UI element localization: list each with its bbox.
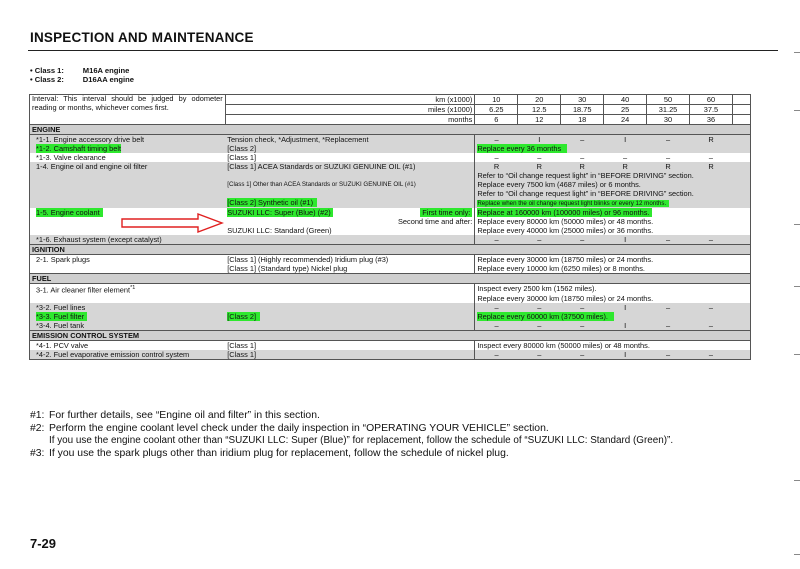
title-rule — [28, 50, 778, 51]
value-cell: – — [623, 153, 628, 162]
value-cell: R — [690, 135, 733, 145]
value-cell: – — [647, 135, 690, 145]
schedule-note: Inspect every 2500 km (1562 miles). — [475, 284, 751, 295]
action-cell: SUZUKI LLC: Standard (Green) — [227, 226, 332, 235]
value-cell: – — [647, 303, 690, 312]
schedule-note: Replace every 7500 km (4687 miles) or 6 months. — [475, 180, 751, 189]
header-cell: 50 — [647, 95, 690, 105]
header-cell: 12.5 — [518, 105, 561, 115]
value-cell: – — [475, 321, 518, 331]
value-cell: – — [475, 350, 518, 360]
header-row-km — [30, 95, 751, 105]
item-cell: *4-1. PCV valve — [30, 341, 226, 351]
value-cell: – — [475, 153, 518, 162]
value-cell: – — [708, 153, 714, 162]
maintenance-schedule-table — [29, 94, 751, 360]
table-row — [30, 284, 751, 295]
footnote: #3: If you use the spark plugs other than iridium plug for replacement, follow the schedule of nickel plug. — [30, 447, 509, 459]
value-cell: R — [647, 162, 690, 171]
table-row — [30, 350, 751, 360]
section-engine: ENGINE — [30, 125, 751, 135]
value-cell: – — [518, 303, 561, 312]
header-cell: 24 — [604, 115, 647, 125]
class-item: • Class 1: M16A engine — [30, 66, 130, 75]
schedule-note: Replace every 10000 km (6250 miles) or 8 months. — [475, 264, 751, 274]
item-cell: *4-2. Fuel evaporative emission control system — [30, 350, 226, 360]
value-cell: – — [647, 350, 690, 360]
table-row — [30, 255, 751, 265]
section-ignition: IGNITION — [30, 245, 751, 255]
item-cell: *1-2. Camshaft timing belt — [36, 144, 122, 153]
action-cell: [Class 1] — [227, 153, 257, 162]
action-cell: [Class 1] (Standard type) Nickel plug — [225, 264, 475, 274]
action-cell: [Class 1] (Highly recommended) Iridium plug (#3) — [227, 255, 389, 264]
value-cell: R — [690, 162, 733, 171]
page-number: 7-29 — [30, 536, 57, 551]
header-cell: 20 — [518, 95, 561, 105]
value-cell: – — [561, 135, 604, 145]
schedule-note: Replace every 40000 km (25000 miles) or 36 months. — [475, 226, 751, 235]
value-cell: – — [690, 235, 733, 245]
value-cell: I — [604, 135, 647, 145]
footnote: If you use the engine coolant other than “SUZUKI LLC: Super (Blue)” for replacement, follow the schedule of “SUZUKI LLC: Standard (Green)”. — [49, 435, 674, 446]
value-cell: – — [475, 303, 518, 312]
action-cell: [Class 1] ACEA Standards or SUZUKI GENUINE OIL (#1) — [225, 162, 475, 171]
header-cell: 6.25 — [475, 105, 518, 115]
table-row — [30, 217, 751, 226]
item-cell: 3-1. Air cleaner filter element — [36, 285, 131, 295]
schedule-note: Replace every 80000 km (50000 miles) or 48 months. — [475, 217, 751, 226]
table-row — [30, 226, 751, 235]
value-cell: I — [518, 135, 561, 145]
header-cell: 12 — [518, 115, 561, 125]
header-cell: 10 — [475, 95, 518, 105]
interval-note: Interval: This interval should be judged by odometer reading or months, whichever comes first. — [30, 95, 226, 125]
schedule-note: Inspect every 80000 km (50000 miles) or 48 months. — [475, 341, 751, 351]
value-cell: I — [604, 321, 647, 331]
value-cell: – — [665, 153, 671, 162]
table-row — [30, 180, 751, 189]
value-cell: – — [561, 235, 604, 245]
page-title: INSPECTION AND MAINTENANCE — [30, 30, 254, 45]
class-list — [30, 66, 134, 84]
table-row — [30, 198, 751, 208]
value-cell: – — [537, 153, 542, 162]
action-cell: [Class 1] Other than ACEA Standards or SUZUKI GENUINE OIL (#1) — [225, 180, 475, 189]
value-cell: – — [475, 135, 518, 145]
schedule-note: Replace every 60000 km (37500 miles). — [477, 312, 614, 321]
header-cell: 37.5 — [690, 105, 733, 115]
action-cell: [Class 2] — [227, 312, 260, 321]
item-cell: *1-1. Engine accessory drive belt — [30, 135, 226, 145]
item-cell: *1-6. Exhaust system (except catalyst) — [30, 235, 226, 245]
header-cell: 18.75 — [561, 105, 604, 115]
header-cell: 40 — [604, 95, 647, 105]
sub-label: Second time and after: — [397, 217, 473, 226]
action-cell: [Class 2] — [225, 144, 475, 153]
header-cell: 30 — [561, 95, 604, 105]
header-cell: 18 — [561, 115, 604, 125]
item-cell: *3-2. Fuel lines — [30, 303, 226, 312]
item-cell: *3-3. Fuel filter — [36, 312, 87, 321]
table-row — [30, 341, 751, 351]
table-row — [30, 153, 751, 162]
action-cell: SUZUKI LLC: Super (Blue) (#2) — [227, 208, 331, 217]
item-cell: *3-4. Fuel tank — [30, 321, 226, 331]
table-row — [30, 312, 751, 321]
table-row — [30, 135, 751, 145]
table-row — [30, 144, 751, 153]
value-cell: – — [690, 350, 733, 360]
section-emission: EMISSION CONTROL SYSTEM — [30, 331, 751, 341]
schedule-note: Refer to “Oil change request light” in “BEFORE DRIVING” section. — [475, 189, 751, 198]
value-cell: – — [690, 321, 733, 331]
sub-label: First time only: — [422, 208, 471, 217]
unit-label: km (x1000) — [225, 95, 475, 105]
table-row — [30, 303, 751, 312]
table-row — [30, 294, 751, 303]
value-cell: I — [604, 235, 647, 245]
table-row — [30, 189, 751, 198]
action-cell: [Class 2] Synthetic oil (#1) — [227, 198, 317, 207]
value-cell: – — [518, 235, 561, 245]
header-cell: 36 — [690, 115, 733, 125]
value-cell: – — [518, 350, 561, 360]
value-cell: I — [604, 303, 647, 312]
value-cell: – — [561, 350, 604, 360]
item-cell: 1-4. Engine oil and engine oil filter — [30, 162, 226, 171]
table-row — [30, 235, 751, 245]
value-cell: – — [561, 303, 604, 312]
header-cell: 30 — [647, 115, 690, 125]
schedule-note: Replace at 160000 km (100000 miles) or 96 months. — [477, 208, 652, 217]
table-row — [30, 208, 751, 217]
value-cell: I — [604, 350, 647, 360]
unit-label: months — [225, 115, 475, 125]
value-cell: R — [561, 162, 604, 171]
table-row — [30, 321, 751, 331]
schedule-note: Replace every 30000 km (18750 miles) or 24 months. — [475, 255, 751, 265]
schedule-note: Refer to “Oil change request light” in “BEFORE DRIVING” section. — [475, 171, 751, 180]
value-cell: – — [647, 321, 690, 331]
item-cell: *1-3. Valve clearance — [30, 153, 226, 162]
unit-label: miles (x1000) — [225, 105, 475, 115]
footnote-mark: *1 — [130, 285, 136, 291]
value-cell: – — [561, 321, 604, 331]
value-cell: – — [518, 321, 561, 331]
value-cell: R — [518, 162, 561, 171]
table-row — [30, 171, 751, 180]
value-cell: – — [647, 235, 690, 245]
footnote: #2: Perform the engine coolant level check under the daily inspection in “OPERATING YOUR VEHICLE” section. — [30, 422, 549, 434]
header-cell: 6 — [475, 115, 518, 125]
item-cell: 2-1. Spark plugs — [30, 255, 226, 265]
value-cell: – — [580, 153, 585, 162]
action-cell: [Class 1] — [227, 341, 257, 351]
schedule-note: Replace every 36 months — [477, 144, 567, 153]
footnotes — [30, 410, 673, 460]
header-cell: 25 — [604, 105, 647, 115]
class-item: • Class 2: D16AA engine — [30, 75, 134, 84]
header-cell: 31.25 — [647, 105, 690, 115]
section-fuel: FUEL — [30, 274, 751, 284]
table-row — [30, 264, 751, 274]
value-cell: – — [475, 235, 518, 245]
value-cell: – — [690, 303, 733, 312]
footnote: #1: For further details, see “Engine oil and filter” in this section. — [30, 410, 320, 421]
action-cell: Tension check, *Adjustment, *Replacement — [225, 135, 475, 145]
table-row — [30, 162, 751, 171]
action-cell: [Class 1] — [225, 350, 475, 360]
value-cell: R — [475, 162, 518, 171]
schedule-note: Replace when the oil change request light blinks or every 12 months. — [477, 200, 669, 207]
value-cell: R — [604, 162, 647, 171]
header-cell: 60 — [690, 95, 733, 105]
item-cell: 1-5. Engine coolant — [36, 208, 103, 217]
schedule-note: Replace every 30000 km (18750 miles) or 24 months. — [475, 294, 751, 303]
